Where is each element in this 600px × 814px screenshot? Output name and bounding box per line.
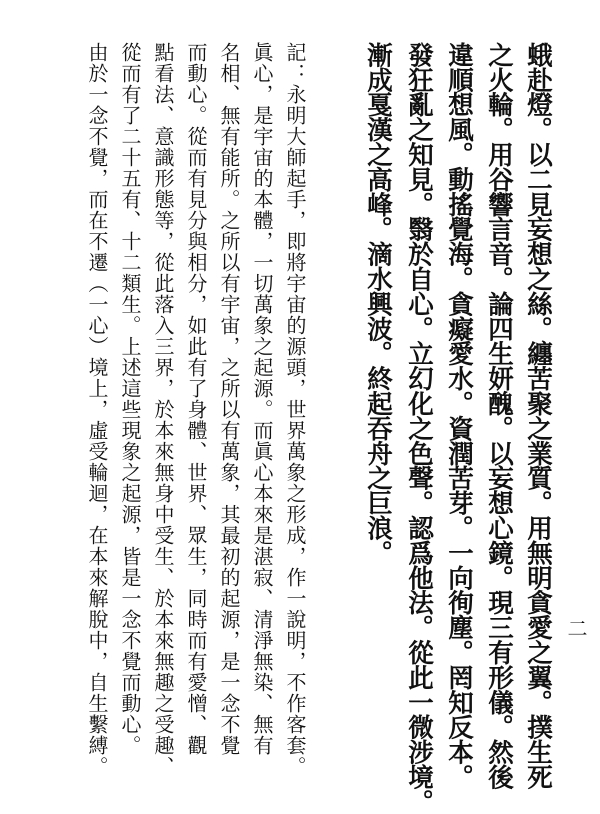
note-column-2: 眞心，是宇宙的本體，一切萬象之起源。而眞心本來是湛寂、清淨無染、無有: [250, 42, 274, 756]
note-column-1: 記：永明大師起手，即將宇宙的源頭，世界萬象之形成，作一說明，不作客套。: [283, 42, 307, 777]
note-column-6: 從而有了二十五有、十二類生。上述這些現象之起源，皆是一念不覺而動心。: [118, 42, 142, 756]
note-column-3: 名相、無有能所。之所以有宇宙，之所以有萬象，其最初的起源，是一念不覺: [217, 42, 241, 756]
verse-column-5: 漸成戛漢之高峰。滴水興波。終起吞舟之巨浪。: [363, 42, 393, 565]
verse-column-2: 之火輪。用谷響言音。論四生妍醜。以妄想心鏡。現三有形儀。然後: [484, 42, 514, 790]
verse-column-4: 發狂亂之知見。翳於自心。立幻化之色聲。認爲他法。從此一微涉境。: [404, 42, 434, 814]
note-column-7: 由於一念不覺，而在不遷（一心）境上，虛受輪迴，在本來解脫中，自生繫縛。: [85, 42, 109, 777]
verse-column-3: 違順想風。動搖覺海。貪癡愛水。資潤苦芽。一向徇塵。罔知反本。: [444, 42, 474, 790]
verse-column-1: 蛾赴燈。以二見妄想之絲。纏苦聚之業質。用無明貪愛之翼。撲生死: [523, 42, 553, 790]
note-column-4: 而動心。從而有見分與相分，如此有了身體、世界、眾生，同時而有愛憎、觀: [184, 42, 208, 756]
note-column-5: 點看法、意識形態等，從此落入三界，於本來無身中受生、於本來無趣之受趣、: [151, 42, 175, 777]
page-number: 二: [564, 618, 588, 638]
